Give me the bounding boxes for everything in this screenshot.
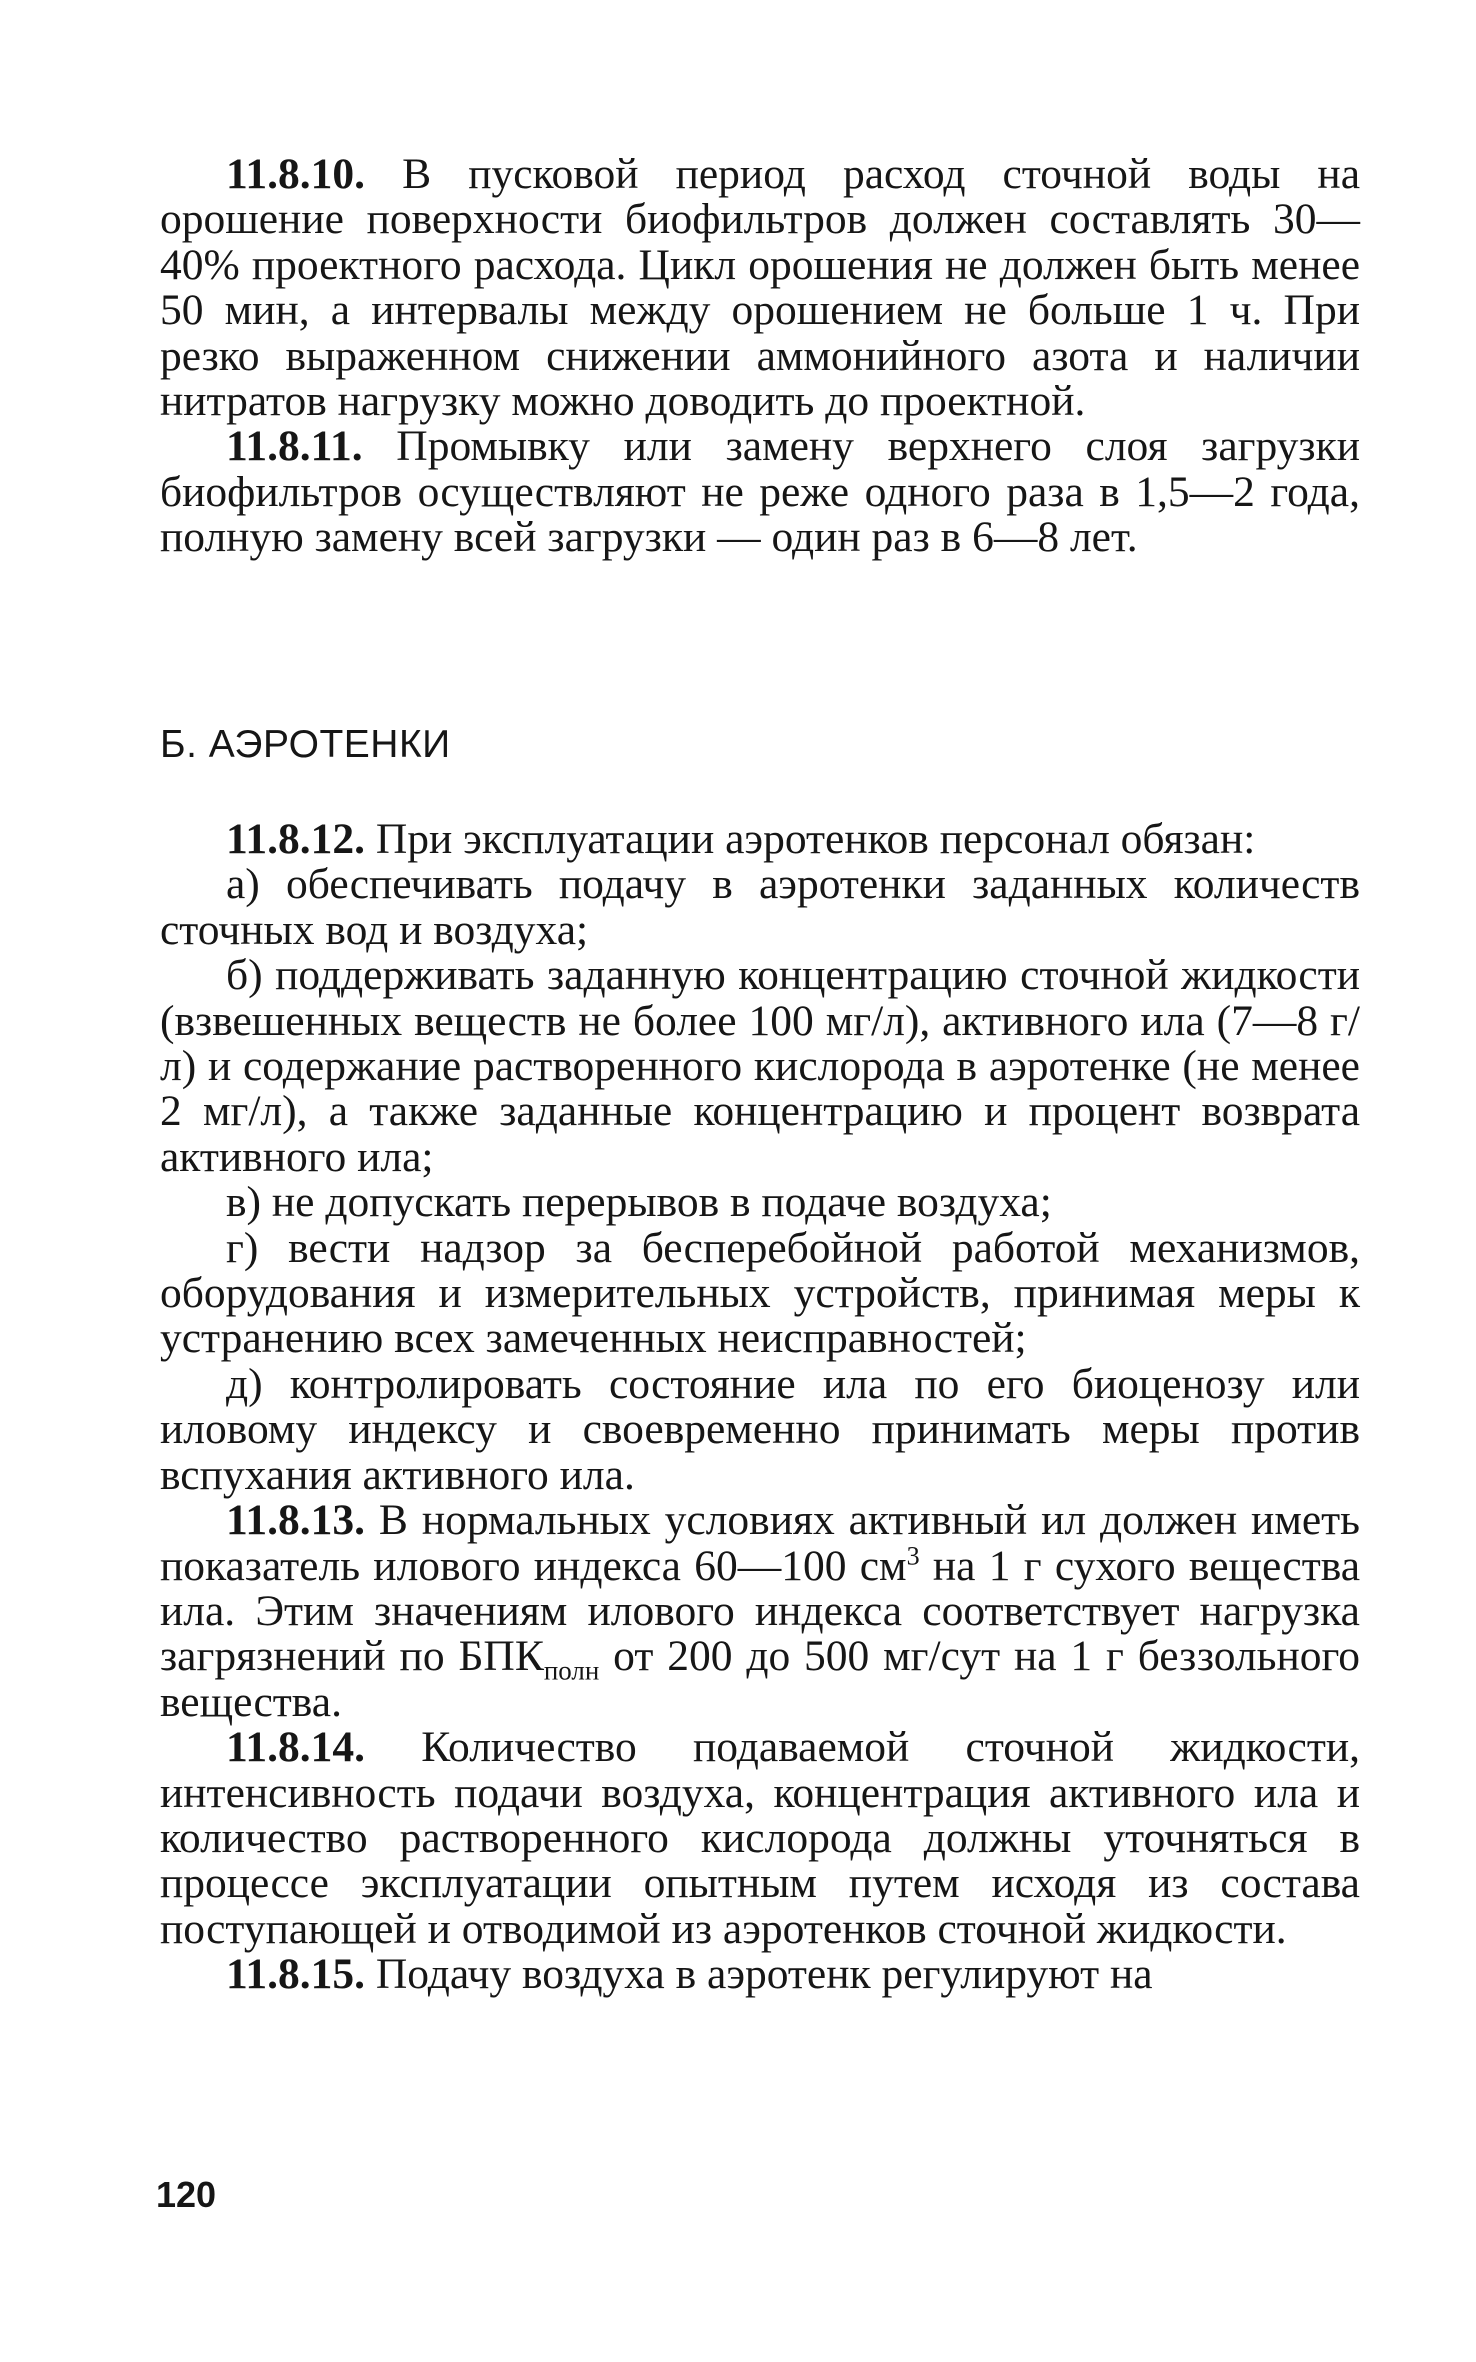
list-item-a: а) обеспечивать подачу в аэротенки заданных количеств сточных вод и воздуха;	[160, 860, 1360, 954]
clause-number: 11.8.15.	[226, 1950, 365, 1999]
clause-text-part: от 200 до 500 мг/сут на 1 г беззольного вещества.	[160, 1632, 1361, 1726]
paragraph-11-8-12	[160, 817, 1360, 862]
clause-text: Количество подаваемой сточной жидкости, интенсивность подачи воздуха, концентрация активного ила и количество растворенного кислорода должны уточняться в процессе эксплуатации опытным путем исходя из состава поступающей и отводимой из аэротенков сточной жидкости.	[160, 1723, 1360, 1953]
list-item-d: д) контролировать состояние ила по его биоценозу или иловому индексу и своевременно принимать меры против вспухания активного ила.	[160, 1359, 1360, 1499]
paragraph-11-8-11	[160, 424, 1360, 560]
list-item-b: б) поддерживать заданную концентрацию сточной жидкости (взвешенных веществ не более 100 мг/л), активного ила (7—8 г/л) и содержание растворенного кислорода в аэротенке (не менее 2 мг/л), а также заданные концентрацию и процент возврата активного ила;	[160, 951, 1360, 1181]
clause-number: 11.8.13.	[226, 1496, 365, 1545]
clause-text-part: В нормальных условиях активный ил должен иметь показатель илового индекса 60—100 см	[160, 1496, 1360, 1590]
clause-number: 11.8.10.	[226, 150, 365, 198]
page-number: 120	[156, 2174, 217, 2215]
clause-text-part: на 1 г сухого вещества ила. Этим значениям илового индекса соответствует нагрузка загрязнений по БПК	[160, 1541, 1360, 1681]
text-block-biofilters	[160, 152, 1360, 561]
clause-text: Промывку или замену верхнего слоя загрузки биофильтров осуществляют не реже одного раза в 1,5—2 года, полную замену всей загрузки — один раз в 6—8 лет.	[160, 422, 1361, 562]
section-heading: Б. АЭРОТЕНКИ	[160, 723, 451, 766]
subscript-label: полн	[543, 1656, 600, 1686]
paragraph-11-8-10	[160, 152, 1360, 424]
paragraph-11-8-14	[160, 1725, 1360, 1952]
list-item-v: в) не допускать перерывов в подаче воздуха;	[226, 1178, 1052, 1227]
paragraph-11-8-15	[160, 1952, 1360, 1997]
text-block-aerotanks	[160, 817, 1360, 1998]
clause-text: В пусковой период расход сточной воды на орошение поверхности биофильтров должен составлять 30—40% проектного расхода. Цикл орошения не должен быть менее 50 мин, а интервалы между орошением не больше 1 ч. При резко выраженном снижении аммонийного азота и наличии нитратов нагрузку можно доводить до проектной.	[160, 150, 1361, 426]
paragraph-11-8-13	[160, 1498, 1360, 1725]
clause-number: 11.8.14.	[226, 1723, 365, 1772]
clause-text: При эксплуатации аэротенков персонал обязан:	[375, 815, 1256, 863]
clause-number: 11.8.12.	[226, 815, 365, 863]
clause-text: Подачу воздуха в аэротенк регулируют на	[375, 1950, 1153, 1999]
list-item-g: г) вести надзор за бесперебойной работой механизмов, оборудования и измерительных устройств, принимая меры к устранению всех замеченных неисправностей;	[160, 1223, 1360, 1363]
clause-number: 11.8.11.	[226, 422, 363, 471]
superscript-unit: 3	[906, 1541, 920, 1570]
